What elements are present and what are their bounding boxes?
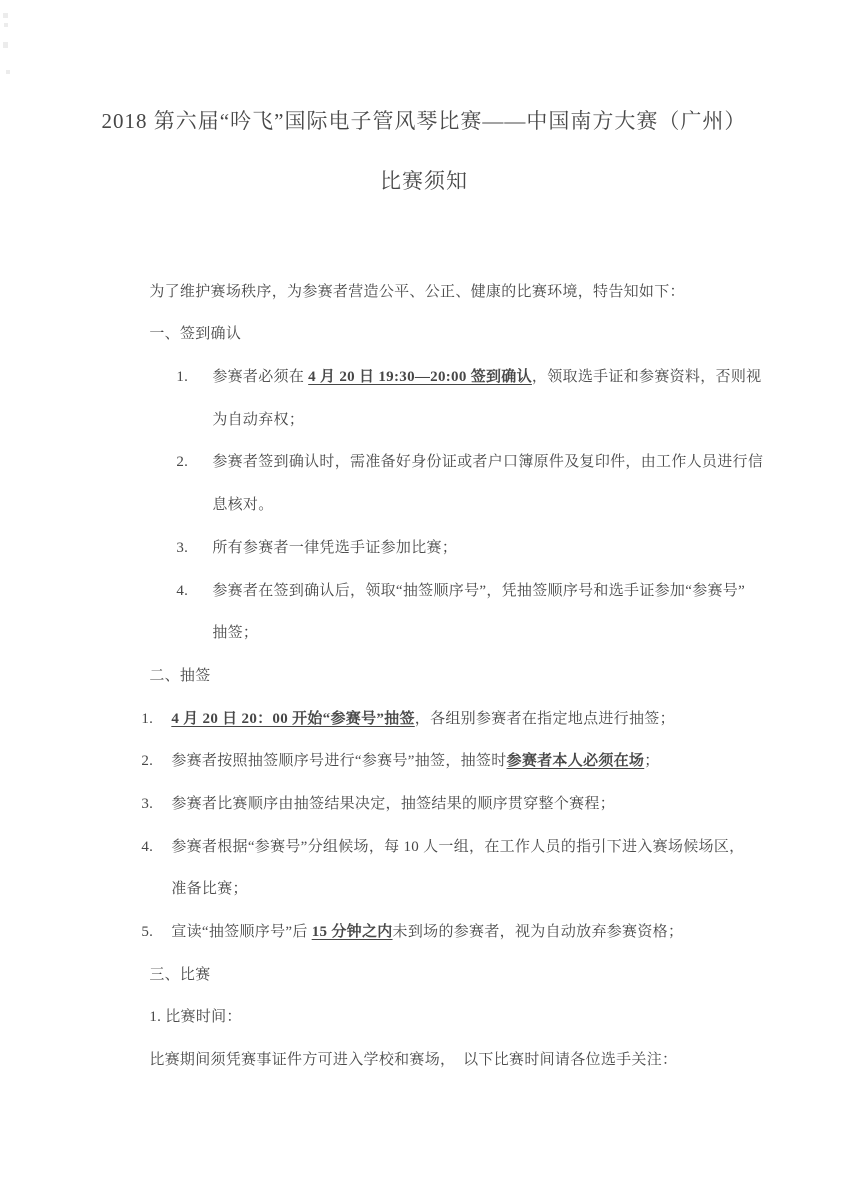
list-item-number: 4. <box>141 838 154 855</box>
closing-paragraph-text: 比赛期间须凭赛事证件方可进入学校和赛场， 以下比赛时间请各位选手关注： <box>149 1052 678 1069</box>
list-item-number: 2. <box>141 753 154 770</box>
list-item-text: 参赛者签到确认时，需准备好身份证或者户口簿原件及复印件，由工作人员进行信 <box>212 454 764 471</box>
list-item-text: 为自动弃权； <box>212 411 305 428</box>
emphasized-text: 15 分钟之内 <box>311 924 393 941</box>
document-body <box>125 228 765 1069</box>
list-item-text: ，领取选手证和参赛资料，否则视 <box>531 369 762 386</box>
document-subtitle: 比赛须知 <box>380 169 468 193</box>
scan-artifact <box>3 13 8 18</box>
section-heading-text: 二、抽签 <box>149 667 211 684</box>
scan-artifact <box>6 70 10 74</box>
list-item-text: 抽签； <box>212 625 259 642</box>
emphasized-text: 4 月 20 日 20：00 开始“参赛号”抽签 <box>171 710 415 727</box>
list-item-number: 3. <box>141 795 154 812</box>
section-heading-text: 一、签到确认 <box>149 326 242 343</box>
intro-paragraph <box>125 228 765 300</box>
list-item-text: ； <box>644 753 660 770</box>
emphasized-text: 4 月 20 日 19:30—20:00 签到确认 <box>308 369 532 386</box>
list-item-number: 1. <box>176 369 189 386</box>
list-item-number: 3. <box>176 539 189 556</box>
list-item-text: 参赛者按照抽签顺序号进行“参赛号”抽签，抽签时 <box>171 753 507 770</box>
sub-heading-text: 1. 比赛时间： <box>149 1009 242 1026</box>
emphasized-text: 参赛者本人必须在场 <box>506 753 645 770</box>
list-item-text: 参赛者根据“参赛号”分组候场，每 10 人一组，在工作人员的指引下进入赛场候场区， <box>171 838 745 855</box>
scan-artifact <box>4 23 8 27</box>
intro-text: 为了维护赛场秩序，为参赛者营造公平、公正、健康的比赛环境，特告知如下： <box>149 283 685 300</box>
list-item-number: 5. <box>141 924 154 941</box>
list-item-text: 未到场的参赛者，视为自动放弃参赛资格； <box>392 924 684 941</box>
list-item-text: 参赛者必须在 <box>212 369 309 386</box>
document-title: 2018 第六届“吟飞”国际电子管风琴比赛——中国南方大赛（广州） <box>101 109 747 133</box>
sub-heading-competition-time <box>125 954 765 1026</box>
list-item-text: 参赛者比赛顺序由抽签结果决定，抽签结果的顺序贯穿整个赛程； <box>171 795 616 812</box>
list-item-text: 息核对。 <box>212 497 274 514</box>
list-item-text: 宣读“抽签顺序号”后 <box>171 924 312 941</box>
list-item-number: 4. <box>176 582 189 599</box>
scan-artifact <box>3 42 8 48</box>
list-item-number: 2. <box>176 454 189 471</box>
list-item <box>117 655 765 727</box>
list-item-text: 所有参赛者一律凭选手证参加比赛； <box>212 539 458 556</box>
list-item-text: ，各组别参赛者在指定地点进行抽签； <box>414 710 675 727</box>
list-item-text: 准备比赛； <box>171 881 248 898</box>
section-heading-text: 三、比赛 <box>149 966 211 983</box>
list-item-text: 参赛者在签到确认后，领取“抽签顺序号”，凭抽签顺序号和选手证参加“参赛号” <box>212 582 746 599</box>
list-item-number: 1. <box>141 710 154 727</box>
